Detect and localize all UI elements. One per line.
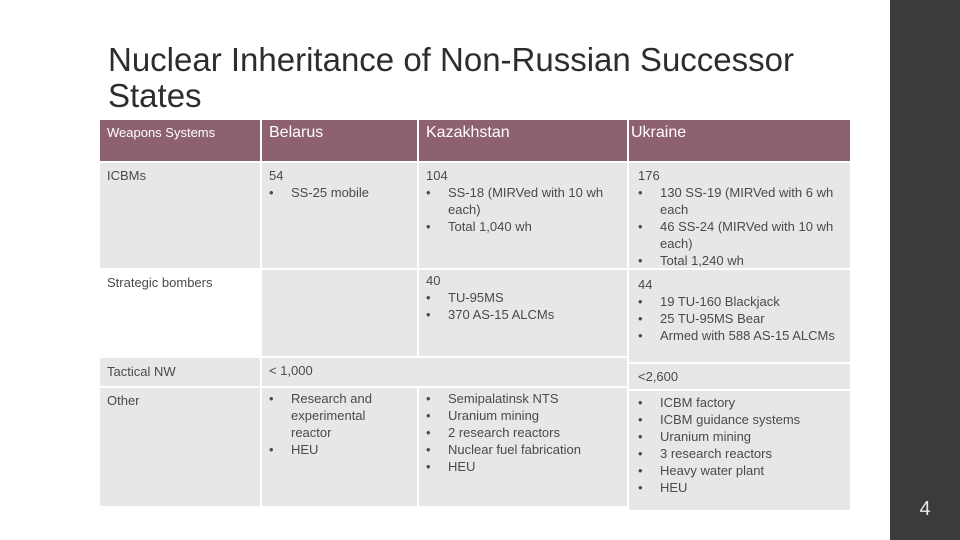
row-label-icbms xyxy=(100,163,260,268)
list-item: • Total 1,040 wh xyxy=(426,218,624,235)
list-item: • 25 TU-95MS Bear xyxy=(638,310,843,327)
list-item: • 46 SS-24 (MIRVed with 10 wh each) xyxy=(638,218,843,252)
row-label-tactical xyxy=(100,358,260,386)
icbms-ukraine xyxy=(629,163,850,268)
header-kazakhstan-label: Kazakhstan xyxy=(426,124,510,141)
other-belarus xyxy=(262,388,417,506)
list-item: • Uranium mining xyxy=(426,407,624,424)
icbms-label: ICBMs xyxy=(107,168,146,183)
icbms-kazakhstan xyxy=(419,163,627,268)
bombers-belarus xyxy=(262,270,417,356)
list-item: • HEU xyxy=(426,458,624,475)
row-label-bombers xyxy=(100,270,260,356)
other-ukraine xyxy=(629,391,850,510)
list-item: • Semipalatinsk NTS xyxy=(426,390,624,407)
header-kazakhstan xyxy=(419,120,627,161)
bombers-kazakhstan-count: 40 xyxy=(426,273,441,288)
list-item: • Total 1,240 wh xyxy=(638,252,843,269)
list-item: • Uranium mining xyxy=(638,428,843,445)
list-item: • 370 AS-15 ALCMs xyxy=(426,306,624,323)
list-item: • HEU xyxy=(269,441,384,458)
header-weapons-systems xyxy=(100,120,260,161)
bombers-label: Strategic bombers xyxy=(107,275,213,290)
list-item: • Nuclear fuel fabrication xyxy=(426,441,624,458)
header-belarus xyxy=(262,120,417,161)
list-item: • Research and experimental reactor xyxy=(269,390,384,441)
list-item: • ICBM factory xyxy=(638,394,843,411)
side-accent-bar xyxy=(890,0,960,540)
page-number: 4 xyxy=(919,498,931,520)
other-label: Other xyxy=(107,393,140,408)
tactical-label: Tactical NW xyxy=(107,364,176,379)
bombers-kazakhstan xyxy=(419,270,627,356)
icbms-ukraine-count: 176 xyxy=(638,168,660,183)
tactical-ukraine-value: <2,600 xyxy=(638,369,679,384)
list-item: • TU-95MS xyxy=(426,289,624,306)
list-item: • Armed with 588 AS-15 ALCMs xyxy=(638,327,843,344)
list-item: • 3 research reactors xyxy=(638,445,843,462)
header-belarus-label: Belarus xyxy=(269,124,324,141)
header-ukraine-label: Ukraine xyxy=(631,124,687,141)
icbms-belarus-count: 54 xyxy=(269,168,284,183)
list-item: • 2 research reactors xyxy=(426,424,624,441)
header-weapons-systems-label: Weapons Systems xyxy=(107,125,216,140)
row-label-other xyxy=(100,388,260,506)
bombers-ukraine xyxy=(629,270,850,362)
list-item: • SS-18 (MIRVed with 10 wh each) xyxy=(426,184,624,218)
tactical-belarus-kazakhstan xyxy=(262,358,627,386)
header-ukraine xyxy=(629,120,850,161)
list-item: • SS-25 mobile xyxy=(269,184,414,201)
tactical-ukraine xyxy=(629,364,850,389)
tactical-combined-value: < 1,000 xyxy=(269,363,313,378)
bombers-ukraine-count: 44 xyxy=(638,277,653,292)
list-item: • 19 TU-160 Blackjack xyxy=(638,293,843,310)
list-item: • ICBM guidance systems xyxy=(638,411,843,428)
icbms-belarus xyxy=(262,163,417,268)
slide-title: Nuclear Inheritance of Non-Russian Successor States xyxy=(108,41,794,114)
other-kazakhstan xyxy=(419,388,627,506)
icbms-kazakhstan-count: 104 xyxy=(426,168,448,183)
list-item: • Heavy water plant xyxy=(638,462,843,479)
list-item: • 130 SS-19 (MIRVed with 6 wh each xyxy=(638,184,843,218)
list-item: • HEU xyxy=(638,479,843,496)
